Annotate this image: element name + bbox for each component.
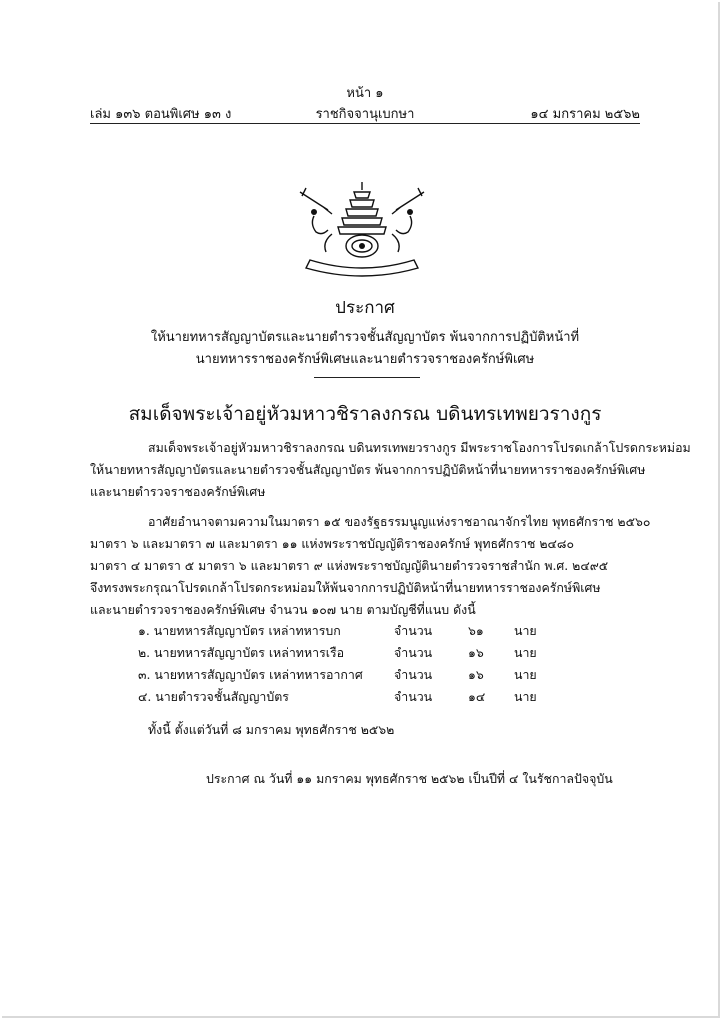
item-count: ๑๔ [468,689,486,704]
page-number: หน้า ๑ [346,86,384,101]
item-count: ๖๑ [468,623,484,638]
title-divider [314,377,420,378]
paragraph-2-line-1: อาศัยอำนาจตามความในมาตรา ๑๕ ของรัฐธรรมนูญแห่งราชอาณาจักรไทย พุทธศักราช ๒๕๖๐ [148,514,651,529]
paragraph-2-line-4: จึงทรงพระกรุณาโปรดเกล้าโปรดกระหม่อมให้พ้นจากการปฏิบัติหน้าที่นายทหารราชองครักษ์พิเศษ [90,580,601,595]
given-date: ประกาศ ณ วันที่ ๑๑ มกราคม พุทธศักราช ๒๕๖๒ เป็นปีที่ ๔ ในรัชกาลปัจจุบัน [206,771,613,786]
item-count-label: จำนวน [394,667,433,682]
list-item [122,688,562,710]
item-name: ๒. นายทหารสัญญาบัตร เหล่าทหารเรือ [138,645,345,660]
announcement-title: ประกาศ [335,298,395,318]
item-unit: นาย [514,645,537,660]
paragraph-1-line-1: สมเด็จพระเจ้าอยู่หัวมหาวชิราลงกรณ บดินทรเทพยวรางกูร มีพระราชโองการโปรดเกล้าโปรดกระหม่อม [148,440,691,455]
item-count-label: จำนวน [394,689,433,704]
paragraph-1-line-2: ให้นายทหารสัญญาบัตรและนายตำรวจชั้นสัญญาบัตร พ้นจากการปฏิบัติหน้าที่นายทหารราชองครักษ์พิเศษ [90,462,646,477]
paragraph-2-line-2: มาตรา ๖ และมาตรา ๗ และมาตรา ๑๑ แห่งพระราชบัญญัติราชองครักษ์ พุทธศักราช ๒๔๘๐ [90,536,575,551]
item-name: ๓. นายทหารสัญญาบัตร เหล่าทหารอากาศ [138,667,363,682]
paragraph-1-line-3: และนายตำรวจราชองครักษ์พิเศษ [90,484,266,499]
volume-issue: เล่ม ๑๓๖ ตอนพิเศษ ๑๓ ง [90,107,232,122]
item-name: ๔. นายตำรวจชั้นสัญญาบัตร [138,689,289,704]
item-unit: นาย [514,689,537,704]
king-name: สมเด็จพระเจ้าอยู่หัวมหาวชิราลงกรณ บดินทรเทพยวรางกูร [128,403,602,425]
item-name: ๑. นายทหารสัญญาบัตร เหล่าทหารบก [138,623,341,638]
paragraph-2-line-3: มาตรา ๔ มาตรา ๕ มาตรา ๖ และมาตรา ๙ แห่งพระราชบัญญัตินายตำรวจราชสำนัก พ.ศ. ๒๔๙๕ [90,558,609,573]
document-page [2,2,720,1018]
item-count-label: จำนวน [394,623,433,638]
list-item [122,644,562,666]
item-count-label: จำนวน [394,645,433,660]
announcement-subtitle-2: นายทหารราชองครักษ์พิเศษและนายตำรวจราชองครักษ์พิเศษ [195,352,535,367]
item-count: ๑๖ [468,667,484,682]
list-item [122,666,562,688]
paragraph-2-line-5: และนายตำรวจราชองครักษ์พิเศษ จำนวน ๑๐๗ นาย ตามบัญชีที่แนบ ดังนี้ [90,602,476,617]
royal-garuda-seal-icon [292,180,432,280]
item-unit: นาย [514,667,537,682]
gazette-name: ราชกิจจานุเบกษา [315,107,415,122]
item-count: ๑๖ [468,645,484,660]
list-item [122,622,562,644]
announcement-subtitle-1: ให้นายทหารสัญญาบัตรและนายตำรวจชั้นสัญญาบัตร พ้นจากการปฏิบัติหน้าที่ [150,330,580,345]
publication-date: ๑๔ มกราคม ๒๕๖๒ [530,107,640,122]
header-divider [90,123,640,124]
item-unit: นาย [514,623,537,638]
effective-date: ทั้งนี้ ตั้งแต่วันที่ ๘ มกราคม พุทธศักราช ๒๕๖๒ [148,722,395,737]
